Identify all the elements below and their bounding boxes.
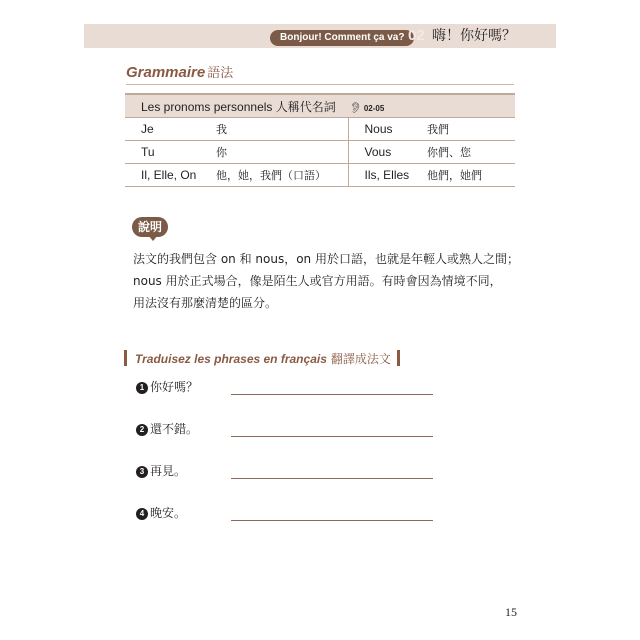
- exercise-item-2: [136, 418, 198, 438]
- exercise-item-4: [136, 502, 186, 522]
- pronoun-fr-plural: Ils, Elles: [348, 164, 411, 187]
- table-header-cell: [125, 94, 515, 118]
- lesson-subtitle-pill: Bonjour! Comment ça va?: [270, 30, 414, 46]
- exercise-prompt: 再見。: [150, 464, 187, 478]
- pronoun-zh-singular: 他，她，我們（口語）: [200, 164, 348, 187]
- title-bar-right: [397, 350, 400, 366]
- table-row: [125, 164, 515, 187]
- exercise-item-3: [136, 460, 186, 480]
- answer-input-4[interactable]: [231, 506, 433, 521]
- circled-number-icon: 4: [136, 508, 148, 520]
- audio-ear-icon[interactable]: 👂︎: [349, 102, 362, 114]
- circled-number-icon: 3: [136, 466, 148, 478]
- pronoun-fr-plural: Nous: [348, 118, 411, 141]
- table-heading-zh: 人稱代名詞: [275, 99, 336, 114]
- pronoun-zh-plural: 他們，她們: [411, 164, 515, 187]
- exercise-item-1: [136, 376, 198, 396]
- answer-input-3[interactable]: [231, 464, 433, 479]
- table-row: [125, 118, 515, 141]
- table-row: [125, 141, 515, 164]
- exercise-prompt: 晚安。: [150, 506, 187, 520]
- pronoun-zh-plural: 我們: [411, 118, 515, 141]
- personal-pronouns-table: [125, 93, 515, 187]
- pronoun-fr-singular: Je: [125, 118, 200, 141]
- pronoun-zh-singular: 我: [200, 118, 348, 141]
- explanation-line: 法文的我們包含 on 和 nous，on 用於口語，也就是年輕人或熟人之間；: [133, 252, 519, 266]
- pronoun-zh-singular: 你: [200, 141, 348, 164]
- pronoun-fr-plural: Vous: [348, 141, 411, 164]
- exercise-title-en: Traduisez les phrases en français: [135, 352, 327, 366]
- table-heading-fr: Les pronoms personnels: [141, 99, 273, 114]
- table-header-row: [125, 94, 515, 118]
- title-bar-left: [124, 350, 127, 366]
- circled-number-icon: 1: [136, 382, 148, 394]
- pronoun-fr-singular: Tu: [125, 141, 200, 164]
- explanation-line: 用法沒有那麼清楚的區分。: [133, 296, 278, 310]
- audio-track-number: 02-05: [363, 103, 385, 113]
- exercise-title-zh: 翻譯成法文: [330, 352, 391, 366]
- grammar-title-underline: [126, 84, 514, 85]
- pronoun-zh-plural: 你們、您: [411, 141, 515, 164]
- pronoun-fr-singular: Il, Elle, On: [125, 164, 200, 187]
- explanation-line: nous 用於正式場合，像是陌生人或官方用語。有時會因為情境不同，: [133, 274, 502, 288]
- circled-number-icon: 2: [136, 424, 148, 436]
- answer-input-2[interactable]: [231, 422, 433, 437]
- grammar-title-en: Grammaire: [126, 64, 206, 81]
- explanation-badge: 說明: [132, 217, 168, 237]
- grammar-section-title: [126, 62, 233, 84]
- explanation-text: [133, 248, 527, 314]
- grammar-title-zh: 語法: [207, 66, 234, 81]
- exercise-prompt: 還不錯。: [150, 422, 199, 436]
- lesson-number: 02: [408, 27, 425, 44]
- answer-input-1[interactable]: [231, 380, 433, 395]
- exercise-prompt: 你好嗎？: [150, 380, 199, 394]
- page-number: 15: [505, 605, 517, 619]
- lesson-title: 嗨！你好嗎？: [432, 28, 516, 44]
- exercise-title: [124, 348, 400, 368]
